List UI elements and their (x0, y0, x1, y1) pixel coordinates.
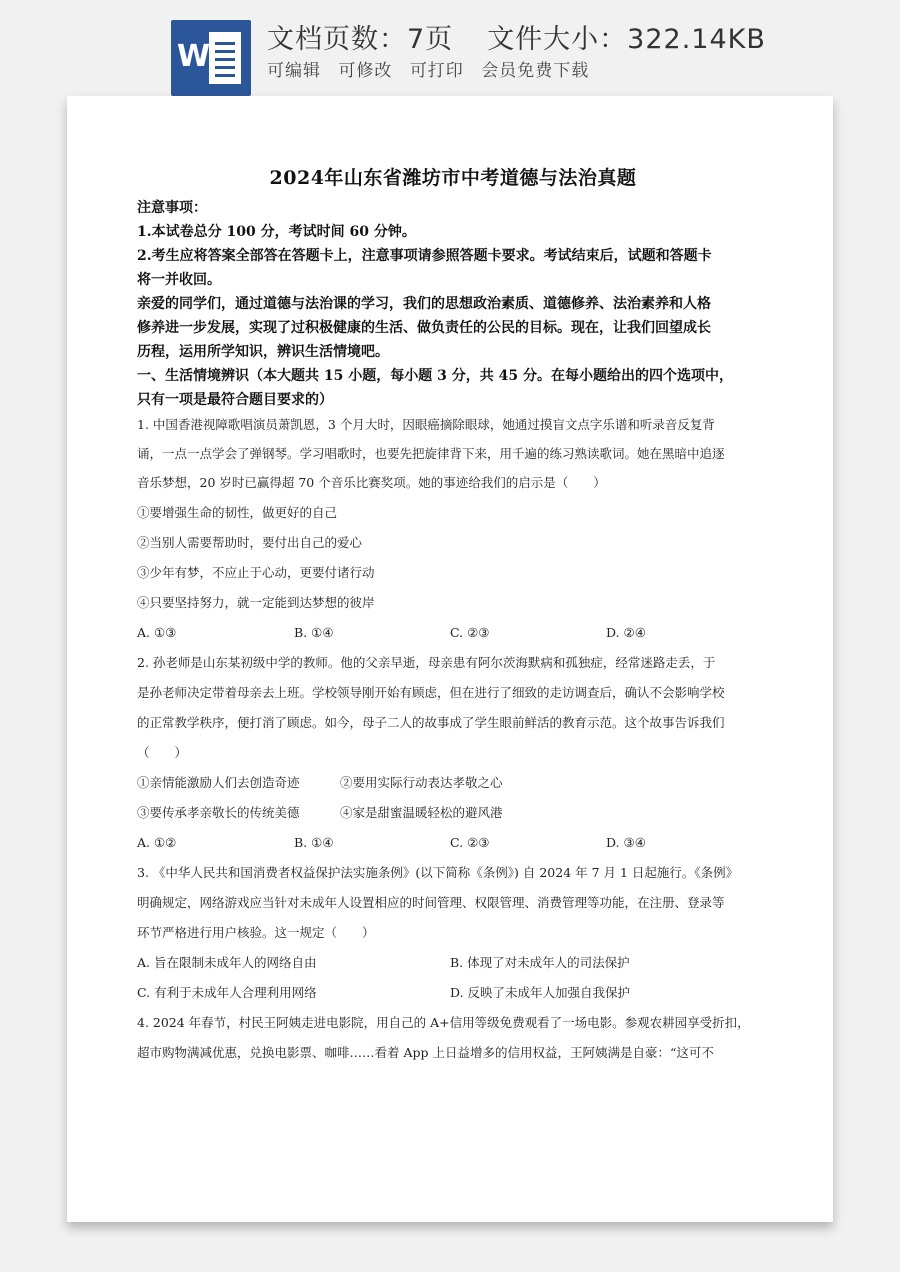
word-document-icon (171, 20, 251, 96)
question-3-option-d: D. 反映了未成年人加强自我保护 (450, 985, 631, 1000)
question-3-option-b: B. 体现了对未成年人的司法保护 (450, 955, 630, 970)
feature-printable: 可打印 (409, 61, 464, 81)
feature-list (267, 56, 600, 81)
question-3-text: 明确规定，网络游戏应当针对未成年人设置相应的时间管理、权限管理、消费管理等功能，在注册、登录等 (137, 895, 725, 910)
question-1-option-b: B. ①④ (294, 625, 334, 640)
question-2-option-d: D. ③④ (606, 835, 646, 850)
question-2-option-a: A. ①② (137, 835, 177, 850)
document-page (67, 96, 833, 1222)
section-heading-cont: 只有一项是最符合题目要求的） (137, 392, 333, 408)
notice-item: 1.本试卷总分 100 分，考试时间 60 分钟。 (137, 224, 416, 240)
question-4-text: 4. 2024 年春节，村民王阿姨走进电影院，用自己的 A+信用等级免费观看了一场电影。参观农耕园享受折扣， (137, 1015, 750, 1030)
intro-text: 修养进一步发展，实现了过积极健康的生活、做负责任的公民的目标。现在，让我们回望成长 (137, 320, 711, 336)
question-1-option-d: D. ②④ (606, 625, 646, 640)
question-2-statement: ③要传承孝亲敬长的传统美德 (137, 805, 300, 820)
question-2-text: 是孙老师决定带着母亲去上班。学校领导刚开始有顾虑，但在进行了细致的走访调查后，确认不会影响学校 (137, 685, 725, 700)
feature-member-download: 会员免费下载 (481, 61, 590, 81)
question-3-option-a: A. 旨在限制未成年人的网络自由 (137, 955, 317, 970)
section-heading: 一、生活情境辨识（本大题共 15 小题，每小题 3 分，共 45 分。在每小题给出的四个选项中， (137, 368, 733, 384)
question-1-text: 音乐梦想，20 岁时已赢得超 70 个音乐比赛奖项。她的事迹给我们的启示是（ ） (137, 475, 606, 490)
question-1-text: 1. 中国香港视障歌唱演员萧凯恩，3 个月大时，因眼癌摘除眼球，她通过摸盲文点字乐谱和听录音反复背 (137, 417, 715, 432)
download-banner (0, 0, 900, 96)
notice-item: 2.考生应将答案全部答在答题卡上，注意事项请参照答题卡要求。考试结束后，试题和答题卡 (137, 248, 712, 264)
question-1-statement: ①要增强生命的韧性，做更好的自己 (137, 505, 338, 520)
file-info (267, 17, 766, 56)
document-title: 2024年山东省潍坊市中考道德与法治真题 (269, 167, 637, 189)
question-1-statement: ④只要坚持努力，就一定能到达梦想的彼岸 (137, 595, 375, 610)
question-2-text: （ ） (137, 745, 188, 760)
question-3-option-c: C. 有利于未成年人合理利用网络 (137, 985, 317, 1000)
question-3-text: 环节严格进行用户核验。这一规定（ ） (137, 925, 375, 940)
notice-heading: 注意事项： (137, 200, 207, 216)
question-2-text: 2. 孙老师是山东某初级中学的教师。他的父亲早逝，母亲患有阿尔茨海默病和孤独症，经常迷路走丢，于 (137, 655, 716, 670)
question-1-text: 诵，一点一点学会了弹钢琴。学习唱歌时，也要先把旋律背下来，用千遍的练习熟读歌词。她在黑暗中追逐 (137, 446, 725, 461)
question-1-statement: ③少年有梦，不应止于心动，更要付诸行动 (137, 565, 375, 580)
word-logo-letter: W (177, 39, 211, 74)
question-2-statement: ④家是甜蜜温暖轻松的避风港 (340, 805, 503, 820)
question-2-option-c: C. ②③ (450, 835, 490, 850)
question-1-option-a: A. ①③ (137, 625, 177, 640)
question-4-text: 超市购物满减优惠，兑换电影票、咖啡……看着 App 上日益增多的信用权益，王阿姨满是自豪：“这可不 (137, 1045, 714, 1060)
intro-text: 历程，运用所学知识，辨识生活情境吧。 (137, 344, 389, 360)
page-count: 文档页数：7页 (267, 24, 454, 55)
notice-item-cont: 将一并收回。 (137, 272, 221, 288)
question-1-statement: ②当别人需要帮助时，要付出自己的爱心 (137, 535, 363, 550)
question-2-statement: ②要用实际行动表达孝敬之心 (340, 775, 503, 790)
question-3-text: 3. 《中华人民共和国消费者权益保护法实施条例》(以下简称《条例》) 自 2024 年 7 月 1 日起施行。《条例》 (137, 865, 739, 880)
question-2-option-b: B. ①④ (294, 835, 334, 850)
question-2-text: 的正常教学秩序，便打消了顾虑。如今，母子二人的故事成了学生眼前鲜活的教育示范。这个故事告诉我们 (137, 715, 725, 730)
intro-text: 亲爱的同学们，通过道德与法治课的学习，我们的思想政治素质、道德修养、法治素养和人格 (137, 296, 711, 312)
feature-modifiable: 可修改 (338, 61, 393, 81)
question-2-statement: ①亲情能激励人们去创造奇迹 (137, 775, 300, 790)
file-size: 文件大小：322.14KB (487, 24, 766, 55)
question-1-option-c: C. ②③ (450, 625, 490, 640)
feature-editable: 可编辑 (267, 61, 321, 81)
